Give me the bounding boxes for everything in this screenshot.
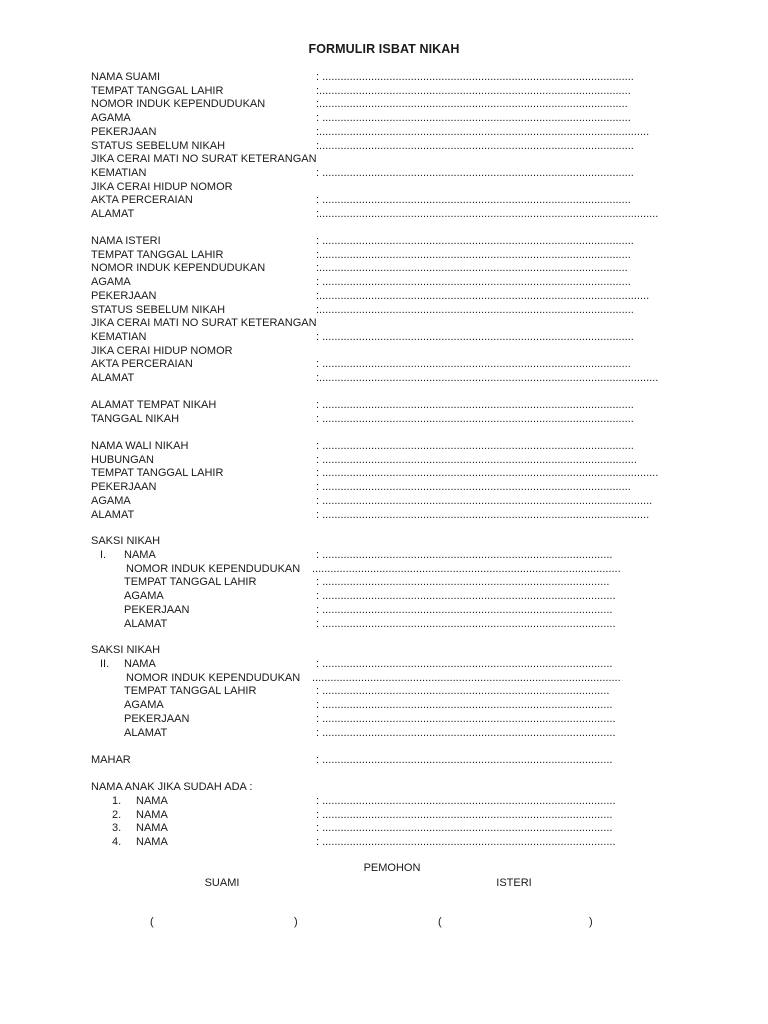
suami-field [0, 180, 768, 194]
item-number: 4. [112, 836, 122, 849]
field-value-blank[interactable]: : ................................................................................................ [316, 795, 616, 807]
field-label: MAHAR [91, 754, 131, 766]
field-label: AGAMA [124, 699, 164, 712]
field-label: AGAMA [124, 590, 164, 603]
field-label: PEKERJAAN [91, 125, 157, 138]
field-label: TANGGAL NIKAH [91, 412, 180, 425]
field-value-blank[interactable]: : ............................................................................................... [316, 549, 613, 561]
field-value-blank[interactable]: :............................................................................................................ [316, 125, 650, 138]
isteri-field [0, 303, 768, 317]
suami-signature-label: SUAMI [204, 877, 240, 889]
field-value-blank[interactable]: : .............................................................................................. [316, 576, 610, 589]
wali-field [0, 508, 768, 522]
field-value-blank[interactable]: : ............................................................................................... [316, 808, 613, 821]
field-label: NAMA [124, 549, 156, 561]
field-label: NOMOR INDUK KEPENDUDUKAN [91, 98, 266, 111]
field-value-blank[interactable]: : ...................................................................................................... [316, 330, 634, 343]
field-label: NAMA [136, 836, 168, 849]
suami-field [0, 111, 768, 125]
suami-field [0, 139, 768, 153]
saksi2-field [0, 671, 768, 685]
field-label: KEMATIAN [91, 166, 147, 179]
field-label: AKTA PERCERAIAN [91, 358, 193, 371]
suami-field [0, 152, 768, 166]
field-label: ALAMAT [124, 726, 168, 739]
field-value-blank[interactable]: : ............................................................................................... [316, 658, 613, 670]
field-label: HUBUNGAN [91, 453, 154, 466]
field-value-blank[interactable]: : ................................................................................................ [316, 836, 616, 849]
field-value-blank[interactable]: ..................................................................................................... [312, 671, 621, 684]
isteri-signature-open: ( [438, 916, 442, 928]
item-number: 3. [112, 822, 122, 835]
wali-field [0, 494, 768, 508]
field-label: NAMA [124, 658, 156, 670]
field-value-blank[interactable]: : ............................................................................................... [316, 822, 613, 835]
item-number: 2. [112, 808, 122, 821]
field-value-blank[interactable]: : .............................................................................................................. [316, 467, 659, 480]
field-value-blank[interactable]: :............................................................................................................... [316, 372, 659, 384]
suami-field [0, 84, 768, 98]
isteri-field [0, 289, 768, 303]
saksi2-field [0, 726, 768, 740]
field-value-blank[interactable]: : ................................................................................................ [316, 712, 616, 725]
saksi1-field [0, 617, 768, 631]
field-value-blank[interactable]: : ..................................................................................................... [316, 358, 631, 371]
saksi2-field [0, 684, 768, 698]
field-label: AGAMA [91, 112, 131, 125]
field-label: TEMPAT TANGGAL LAHIR [91, 248, 224, 261]
field-value-blank[interactable]: :...................................................................................................... [316, 84, 631, 97]
item-number: II. [100, 658, 110, 670]
saksi2-field [0, 712, 768, 726]
field-value-blank[interactable]: : ....................................................................................................... [316, 453, 637, 466]
field-label: NAMA SUAMI [91, 71, 161, 83]
field-value-blank[interactable]: : ............................................................................................... [316, 699, 613, 712]
form-title: FORMULIR ISBAT NIKAH [308, 42, 460, 56]
field-label: KEMATIAN [91, 330, 147, 343]
nikah-field [0, 398, 768, 412]
isteri-field [0, 261, 768, 275]
field-value-blank[interactable]: : ..................................................................................................... [316, 481, 631, 494]
field-label: STATUS SEBELUM NIKAH [91, 303, 226, 316]
isteri-field [0, 344, 768, 358]
field-label: ALAMAT [91, 508, 135, 521]
item-number: 1. [112, 795, 122, 807]
field-label: SAKSI NIKAH [91, 644, 161, 656]
field-label: PEKERJAAN [124, 603, 190, 616]
field-label: JIKA CERAI MATI NO SURAT KETERANGAN [91, 153, 317, 166]
field-label: PEKERJAAN [91, 481, 157, 494]
field-value-blank[interactable]: : ..................................................................................................... [316, 194, 631, 207]
field-value-blank[interactable]: : ...................................................................................................... [316, 235, 634, 247]
saksi1-field [0, 562, 768, 576]
nikah-field [0, 412, 768, 426]
isteri-field [0, 275, 768, 289]
signature-lines [0, 916, 768, 932]
field-label: NOMOR INDUK KEPENDUDUKAN [91, 262, 266, 275]
field-label: NOMOR INDUK KEPENDUDUKAN [126, 562, 301, 575]
field-value-blank[interactable]: : ............................................................................................................ [316, 494, 653, 507]
pemohon-heading: PEMOHON [363, 862, 421, 874]
field-value-blank[interactable]: : ..................................................................................................... [316, 112, 631, 125]
field-label: STATUS SEBELUM NIKAH [91, 139, 226, 152]
isteri-signature-label: ISTERI [496, 877, 532, 889]
saksi1-heading [0, 534, 768, 548]
mahar-field [0, 753, 768, 767]
saksi2-field [0, 698, 768, 712]
field-label: NAMA WALI NIKAH [91, 440, 189, 452]
field-value-blank[interactable]: : ............................................................................................... [316, 603, 613, 616]
field-label: SAKSI NIKAH [91, 535, 161, 547]
field-value-blank[interactable]: :..................................................................................................... [316, 262, 628, 275]
field-value-blank[interactable]: :............................................................................................................... [316, 208, 659, 220]
anak-field [0, 794, 768, 808]
field-value-blank[interactable]: : ...................................................................................................... [316, 166, 634, 179]
isteri-field [0, 316, 768, 330]
anak-field [0, 835, 768, 849]
suami-field [0, 70, 768, 84]
isteri-signature-close: ) [589, 916, 593, 928]
field-value-blank[interactable]: ..................................................................................................... [312, 562, 621, 575]
field-label: AKTA PERCERAIAN [91, 194, 193, 207]
field-value-blank[interactable]: : ...................................................................................................... [316, 71, 634, 83]
field-value-blank[interactable]: : ...................................................................................................... [316, 412, 634, 425]
isteri-field [0, 330, 768, 344]
suami-field [0, 207, 768, 221]
field-label: AGAMA [91, 494, 131, 507]
anak-field [0, 821, 768, 835]
isteri-field [0, 234, 768, 248]
field-label: TEMPAT TANGGAL LAHIR [124, 685, 257, 698]
field-label: PEKERJAAN [124, 712, 190, 725]
field-label: PEKERJAAN [91, 289, 157, 302]
field-value-blank[interactable]: : .............................................................................................. [316, 685, 610, 698]
suami-field [0, 193, 768, 207]
field-value-blank[interactable]: : ........................................................................................................... [316, 508, 650, 521]
field-label: ALAMAT [91, 208, 135, 220]
field-value-blank[interactable]: :..................................................................................................... [316, 98, 628, 111]
saksi1-field [0, 575, 768, 589]
field-value-blank[interactable]: :............................................................................................................ [316, 289, 650, 302]
field-label: TEMPAT TANGGAL LAHIR [124, 576, 257, 589]
saksi1-field [0, 589, 768, 603]
field-label: ALAMAT [124, 617, 168, 630]
field-value-blank[interactable]: : ............................................................................................... [316, 754, 613, 766]
field-label: NAMA [136, 795, 168, 807]
field-label: ALAMAT TEMPAT NIKAH [91, 399, 217, 411]
field-label: JIKA CERAI HIDUP NOMOR [91, 180, 233, 193]
field-label: ALAMAT [91, 372, 135, 384]
field-value-blank[interactable]: :....................................................................................................... [316, 303, 634, 316]
isteri-field [0, 371, 768, 385]
suami-signature-open: ( [150, 916, 154, 928]
isteri-field [0, 248, 768, 262]
field-label: JIKA CERAI HIDUP NOMOR [91, 344, 233, 357]
field-value-blank[interactable]: :....................................................................................................... [316, 139, 634, 152]
field-value-blank[interactable]: : ................................................................................................ [316, 726, 616, 739]
anak-field [0, 808, 768, 822]
field-label: TEMPAT TANGGAL LAHIR [91, 84, 224, 97]
saksi1-field [0, 548, 768, 562]
field-label: NAMA [136, 808, 168, 821]
field-value-blank[interactable]: : ................................................................................................ [316, 617, 616, 630]
suami-field [0, 125, 768, 139]
field-label: AGAMA [91, 276, 131, 289]
field-value-blank[interactable]: : ..................................................................................................... [316, 276, 631, 289]
wali-field [0, 480, 768, 494]
suami-signature-close: ) [294, 916, 298, 928]
field-value-blank[interactable]: : ...................................................................................................... [316, 399, 634, 411]
wali-field [0, 439, 768, 453]
suami-field [0, 97, 768, 111]
isteri-field [0, 357, 768, 371]
field-label: TEMPAT TANGGAL LAHIR [91, 467, 224, 480]
field-value-blank[interactable]: : ...................................................................................................... [316, 440, 634, 452]
field-label: NAMA ANAK JIKA SUDAH ADA : [91, 781, 253, 793]
field-value-blank[interactable]: :...................................................................................................... [316, 248, 631, 261]
field-label: NAMA ISTERI [91, 235, 161, 247]
saksi1-field [0, 603, 768, 617]
suami-field [0, 166, 768, 180]
item-number: I. [100, 549, 107, 561]
field-label: NOMOR INDUK KEPENDUDUKAN [126, 671, 301, 684]
saksi2-heading [0, 643, 768, 657]
saksi2-field [0, 657, 768, 671]
anak-heading [0, 780, 768, 794]
wali-field [0, 466, 768, 480]
wali-field [0, 453, 768, 467]
field-label: NAMA [136, 822, 168, 835]
field-value-blank[interactable]: : ................................................................................................ [316, 590, 616, 603]
field-label: JIKA CERAI MATI NO SURAT KETERANGAN [91, 317, 317, 330]
